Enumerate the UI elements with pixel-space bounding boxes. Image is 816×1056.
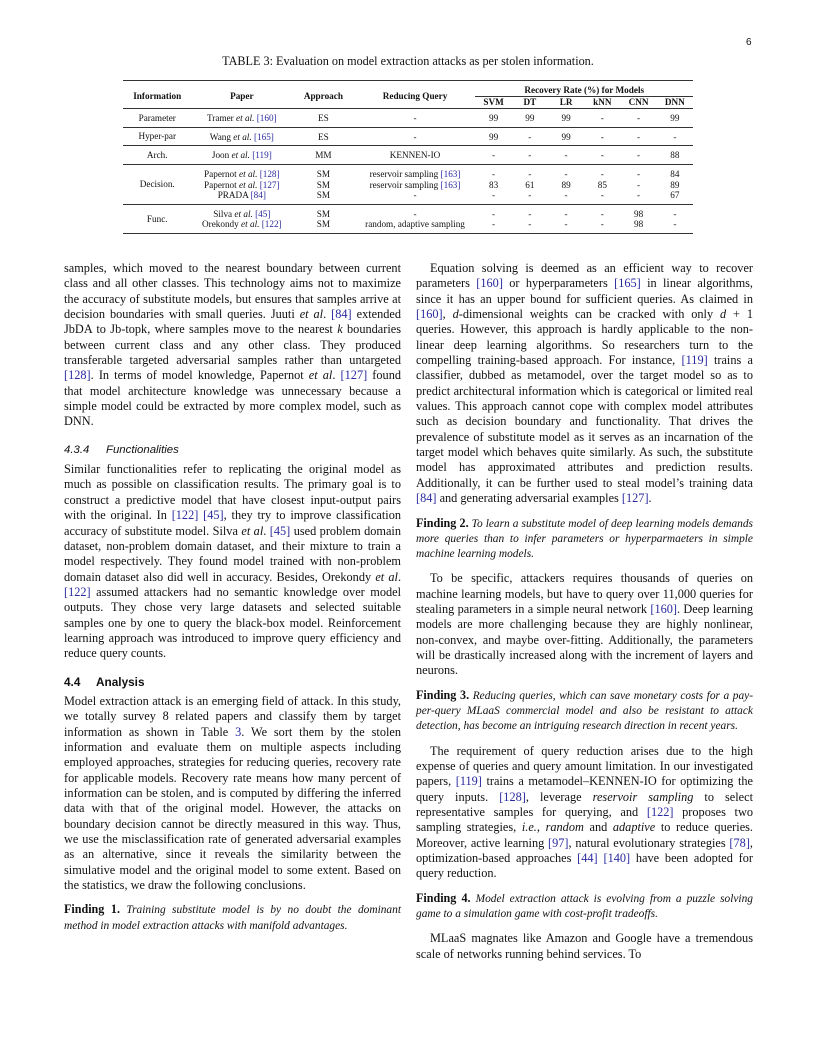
header-model-cnn: CNN [628,96,649,107]
header-recovery-rate: Recovery Rate (%) for Models [475,81,693,97]
cell-approach: ES [292,127,354,146]
cell-recovery-svm: - [492,219,496,230]
cell-recovery-cnn: - [620,164,656,179]
citation-link[interactable]: [128] [259,168,280,179]
cell-reducing-query: - [355,109,476,128]
finding-4: Finding 4. Model extraction attack is evolving from a puzzle solving game to a simulation game with cost-profit tradeoffs. [416,890,753,921]
cell-reducing-query: reservoir sampling [163] [355,164,476,179]
header-approach: Approach [303,91,343,102]
header-model-lr: LR [559,96,573,107]
citation-link[interactable]: [127] [340,368,368,383]
citation-link[interactable]: [45] [255,208,271,219]
cell-paper: Wang et al. [165] [191,127,292,146]
citation-link[interactable]: [165] [253,131,274,142]
citation-link[interactable]: [163] [440,168,461,179]
citation-link[interactable]: [45] [269,523,291,538]
cell-recovery-dnn: 88 [657,146,693,165]
citation-link[interactable]: [163] [440,179,461,190]
cell-recovery-lr: 89 [561,179,571,190]
citation-link[interactable]: [127] [259,179,280,190]
cell-approach: SM [292,204,354,219]
paragraph-query-reduction: The requirement of query reduction arises due to the high expense of queries and query amount limitation. In our investigated papers, [119] trains a metamodel–KENNEN-IO for optimizing the query inputs. [128], leverage reservoir sampling to select representative samples for querying, and [122] proposes two sampling strategies, i.e., random and adaptive to reduce queries. Moreover, active learning [97], natural evolutionary strategies [78], optimization-based approaches [44] [140] have been adopted for query reduction. [416,743,754,881]
citation-link[interactable]: [45] [203,508,224,523]
header-paper: Paper [230,91,254,102]
cell-reducing-query: KENNEN-IO [355,146,476,165]
evaluation-table [123,80,693,234]
cell-recovery-dt: - [512,127,548,146]
citation-link[interactable]: [44] [577,851,598,866]
cell-recovery-cnn: - [637,190,641,201]
cell-recovery-dnn: 99 [657,109,693,128]
cell-recovery-svm: - [475,204,511,219]
table-3 [123,80,693,234]
table-row [123,109,693,128]
header-information: Information [133,91,182,102]
cell-reducing-query: - [355,204,476,219]
cell-approach: ES [292,109,354,128]
cell-recovery-lr: - [564,190,568,201]
table-row [123,164,693,179]
cell-recovery-dt: 61 [525,179,535,190]
cell-information: Parameter [123,109,191,128]
cell-recovery-lr: - [564,219,568,230]
header-model-dnn: DNN [664,96,685,107]
cell-recovery-lr: 99 [548,127,584,146]
paragraph-mlaas-magnates: MLaaS magnates like Amazon and Google have a tremendous scale of networks running behind services. To [416,931,753,961]
citation-link[interactable]: [97] [548,835,569,850]
header-model-svm: SVM [483,96,504,107]
cell-paper: Papernot et al. [128] [191,164,292,179]
citation-link[interactable]: [119] [252,150,272,161]
subsection-heading-functionalities: 4.3.4 Functionalities [64,443,179,456]
citation-link[interactable]: [128] [64,368,91,383]
cell-recovery-dt: 99 [512,109,548,128]
paragraph-equation-solving: Equation solving is deemed as an efficient way to recover parameters [160] or hyperparameters [165] in linear algorithms, since it has an upper bound for sufficient queries. As claimed in [160], d-dimensional weights can be cracked with only d + 1 queries. However, this approach is hardly applicable to the non-linear deep learning algorithms. So researchers turn to the compelling training-based approach. For instance, [119] trains a classifier, dubbed as metamodel, over the target model so as to predict architectural information which is categorical or limited real values. This approach cannot cope with complex model attributes such as decision boundary and functionality. That drives the prevalence of substitute model as it serves as an incarnation of the target model which behaves quite similarly. As such, the substitute model has approximated attributes and prediction results. Additionally, it can be further used to steal model’s training data [84] and generating adversarial examples [127]. [416,261,754,506]
cell-information: Arch. [123,146,191,165]
paragraph-analysis: Model extraction attack is an emerging field of attack. In this study, we totally survey 8 related papers and classify them by target information as shown in Table 3. We sort them by the stolen information and evaluate them on multiple aspects including employed approaches, strategies for reducing queries, recovery rate for applicable models. Recovery rate means how many percent of information can be stolen, and is computed by differing the inferred data with that of the original model. However, the attacks on boundary decision cannot be directly measured in this way. Thus, we use the misclassification rate of generated adversarial examples as an alternative, since it reveals the similarity between the simulative model and the original model to some extent. Based on the statistics, we draw the following conclusions. [64,693,401,893]
cell-information: Hyper-par [123,127,191,146]
citation-link[interactable]: [160] [650,602,677,617]
right-column [416,261,753,962]
cell-approach: SM [316,190,331,201]
cell-recovery-cnn: - [620,109,656,128]
cell-recovery-svm: 99 [475,127,511,146]
cell-recovery-lr: - [548,146,584,165]
cell-recovery-svm: - [492,190,496,201]
cell-recovery-dnn: - [673,219,677,230]
citation-link[interactable]: [122] [261,219,282,230]
cell-recovery-cnn: 98 [633,219,644,230]
header-reducing-query: Reducing Query [382,91,448,102]
citation-link[interactable]: [84] [250,190,266,201]
cell-recovery-dt: - [528,219,532,230]
citation-link[interactable]: 3 [235,724,242,739]
cell-paper: Joon et al. [119] [191,146,292,165]
citation-link[interactable]: [160] [476,276,503,291]
cell-recovery-cnn: 98 [620,204,656,219]
table-caption: TABLE 3: Evaluation on model extraction attacks as per stolen information. [222,54,594,68]
cell-recovery-knn: - [584,109,620,128]
cell-reducing-query: reservoir sampling [163] [369,179,461,190]
citation-link[interactable]: [119] [681,353,708,368]
paragraph-substitute-samples: samples, which moved to the nearest boundary between current class and all other classes. This technology aims not to maximize the accuracy of substitute models, but ensures that samples arrive at decision boundaries with small queries. Juuti et al. [84] extended JbDA to Jb-topk, where samples move to the nearest k boundaries between current class and any other class. They produced transferable targeted adversarial samples rather than untargeted [128]. In terms of model knowledge, Papernot et al. [127] found that model architecture knowledge was unnecessary because a simple model could be extracted by more complex model, such as DNN. [64,261,402,429]
cell-approach: SM [316,219,331,230]
cell-recovery-svm: - [475,146,511,165]
cell-information: Decision. [123,164,191,204]
cell-paper: PRADA [84] [217,190,266,201]
cell-recovery-knn: - [584,204,620,219]
cell-recovery-lr: 99 [548,109,584,128]
cell-information: Func. [123,204,191,233]
finding-2: Finding 2. To learn a substitute model of deep learning models demands more queries than to infer parameters or hyperparmaeters in simple machine learning models. [416,515,753,561]
citation-link[interactable]: [160] [256,113,277,124]
cell-recovery-knn: 85 [597,179,607,190]
citation-link[interactable]: [165] [614,276,641,291]
cell-paper: Tramer et al. [160] [191,109,292,128]
cell-recovery-dt: - [528,190,532,201]
cell-reducing-query: - [355,127,476,146]
cell-recovery-dt: - [512,146,548,165]
cell-recovery-dt: - [512,204,548,219]
paragraph-query-counts: To be specific, attackers requires thousands of queries on machine learning models, but have to query over 11,000 queries for stealing parameters in a simple neural network [160]. Deep learning models are more challenging because they are highly nonlinear, non-convex, and maybe over-fitting. Additionally, the parameters will be drastically increased along with the increment of layers and neurons. [416,571,753,678]
cell-recovery-cnn: - [637,179,641,190]
section-heading-analysis: 4.4 Analysis [64,674,145,689]
cell-approach: SM [316,179,331,190]
table-row [123,219,693,233]
table-row [123,204,693,219]
cell-approach: MM [292,146,354,165]
cell-recovery-cnn: - [620,127,656,146]
cell-recovery-svm: 83 [488,179,499,190]
finding-1: Finding 1. Training substitute model is by no doubt the dominant method in model extraction attacks with manifold advantages. [64,902,401,932]
cell-reducing-query: - [413,190,417,201]
citation-link[interactable]: [78] [729,835,750,850]
paragraph-functionalities: Similar functionalities refer to replicating the original model as much as possible on classification results. The primary goal is to construct a predictive model that have closest input-output pairs with the original. In [122] [45], they try to improve classification accuracy of substitute model. Silva et al. [45] used problem domain dataset, non-problem domain dataset, and their mixture to train a model respectively. They found model trained with non-problem domain dataset also did well in accuracy. Besides, Orekondy et al. [122] assumed attackers had no semantic knowledge over model outputs. They chose very large datasets and selected suitable samples one by one to query the black-box model. Reinforcement learning approach was introduced to improve query efficiency and reduce query counts. [64,462,402,661]
table-row [123,180,693,191]
citation-link[interactable]: [140] [603,851,631,866]
cell-recovery-cnn: - [620,146,656,165]
citation-link[interactable]: [84] [331,307,352,322]
cell-recovery-svm: 99 [475,109,511,128]
cell-recovery-knn: - [584,127,620,146]
citation-link[interactable]: [127] [621,491,649,506]
cell-recovery-knn: - [584,164,620,179]
citation-link[interactable]: [160] [416,307,443,322]
page-number: 6 [746,37,752,48]
cell-recovery-svm: - [475,164,511,179]
citation-link[interactable]: [122] [64,584,91,599]
cell-recovery-knn: - [584,146,620,165]
citation-link[interactable]: [122] [646,805,674,820]
cell-paper: Orekondy et al. [122] [202,219,282,230]
table-row [123,127,693,146]
cell-recovery-dnn: 84 [657,164,693,179]
cell-paper: Silva et al. [45] [191,204,292,219]
cell-recovery-dnn: 67 [670,190,680,201]
cell-recovery-lr: - [548,164,584,179]
cell-paper: Papernot et al. [127] [204,179,280,190]
citation-link[interactable]: [84] [416,491,437,506]
cell-recovery-knn: - [600,219,604,230]
cell-recovery-dnn: 89 [670,179,680,190]
table-row [123,146,693,165]
header-model-dt: DT [523,96,537,107]
table-row [123,190,693,204]
finding-3: Finding 3. Reducing queries, which can save monetary costs for a pay-per-query MLaaS commercial model and also be resistant to attack detection, has become an intriguing research direction in recent years. [416,687,753,733]
cell-recovery-knn: - [600,190,604,201]
citation-link[interactable]: [128] [499,789,526,804]
left-column [64,261,401,943]
citation-link[interactable]: [119] [455,774,482,789]
header-model-knn: kNN [593,96,612,107]
cell-reducing-query: random, adaptive sampling [365,219,465,230]
cell-recovery-dt: - [512,164,548,179]
cell-recovery-lr: - [548,204,584,219]
cell-recovery-dnn: - [657,127,693,146]
citation-link[interactable]: [122] [171,508,199,523]
table-body [123,109,693,234]
cell-approach: SM [292,164,354,179]
cell-recovery-dnn: - [657,204,693,219]
